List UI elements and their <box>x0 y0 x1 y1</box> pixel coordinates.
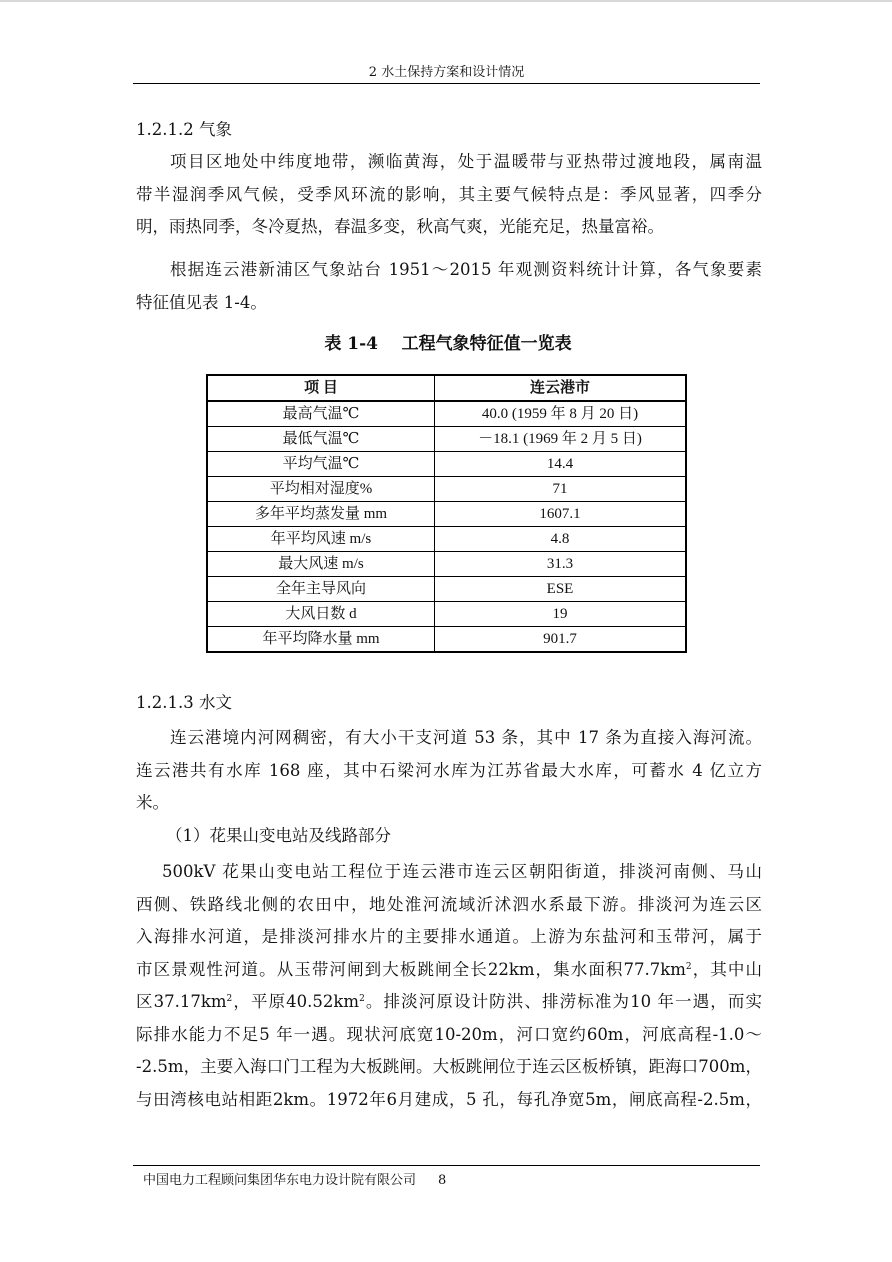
footer-rule <box>133 1165 760 1166</box>
table-row <box>207 502 686 527</box>
text-span: ，平原40.52km <box>232 992 360 1011</box>
row-label: 年平均风速 m/s <box>207 527 435 552</box>
table-row <box>207 401 686 427</box>
text-line: 500kV 花果山变电站工程位于连云港市连云区朝阳街道，排淡河南侧、马山 <box>162 862 762 881</box>
row-label: 最高气温℃ <box>207 401 435 427</box>
text-line: 际排水能力不足5 年一遇。现状河底宽10-20m，河口宽约60m，河底高程-1.0～ <box>136 1024 762 1044</box>
superscript: 2 <box>359 994 365 1004</box>
row-label: 最低气温℃ <box>207 427 435 452</box>
table-row <box>207 577 686 602</box>
row-value: 19 <box>435 602 687 627</box>
running-header: 2 水土保持方案和设计情况 <box>368 65 525 80</box>
table-row <box>207 602 686 627</box>
table-row <box>207 552 686 577</box>
hydrology-paragraph-1 <box>136 722 762 820</box>
superscript: 2 <box>226 994 233 1004</box>
text-line: 特征值见表 1-4。 <box>136 292 267 312</box>
text-line: 入海排水河道，是排淡河排水片的主要排水通道。上游为东盐河和玉带河，属于 <box>136 927 762 946</box>
table-row <box>207 477 686 502</box>
column-header-city: 连云港市 <box>435 375 687 401</box>
text-line <box>136 954 762 987</box>
row-label: 平均气温℃ <box>207 452 435 477</box>
superscript: 2 <box>685 961 692 972</box>
row-label: 多年平均蒸发量 mm <box>207 502 435 527</box>
climate-table <box>206 374 687 653</box>
hydrology-paragraph-2 <box>136 856 762 1116</box>
text-line: 与田湾核电站相距2km。1972年6月建成，5 孔，每孔净宽5m，闸底高程-2.5m， <box>136 1089 762 1109</box>
header-rule <box>133 83 760 84</box>
row-label: 大风日数 d <box>207 602 435 627</box>
footer-organization: 中国电力工程顾问集团华东电力设计院有限公司 <box>143 1173 417 1188</box>
row-label: 全年主导风向 <box>207 577 435 602</box>
page-number: 8 <box>438 1173 447 1188</box>
row-label: 平均相对湿度% <box>207 477 435 502</box>
weather-paragraph-2 <box>136 254 762 319</box>
weather-paragraph-1 <box>136 146 762 244</box>
row-value: 40.0 (1959 年 8 月 20 日) <box>435 401 687 427</box>
text-line: 西侧、铁路线北侧的农田中，地处淮河流域沂沭泗水系最下游。排淡河为连云区 <box>136 894 762 914</box>
section-heading-weather: 1.2.1.2 气象 <box>136 120 232 139</box>
row-value: ESE <box>435 577 687 602</box>
text-line: 项目区地处中纬度地带，濒临黄海，处于温暖带与亚热带过渡地段，属南温 <box>170 152 762 171</box>
table-header-row <box>207 375 686 401</box>
row-value: －18.1 (1969 年 2 月 5 日) <box>435 427 687 452</box>
text-span: 市区景观性河道。从玉带河闸到大板跳闸全长22km，集水面积77.7km <box>136 959 686 979</box>
text-line: 米。 <box>136 793 169 812</box>
table-row <box>207 527 686 552</box>
text-line: -2.5m，主要入海口门工程为大板跳闸。大板跳闸位于连云区板桥镇，距海口700m， <box>136 1057 762 1076</box>
text-span: ，其中山 <box>691 959 763 979</box>
text-line: 明，雨热同季，冬冷夏热，春温多变，秋高气爽，光能充足，热量富裕。 <box>136 217 664 236</box>
table-row <box>207 427 686 452</box>
row-value: 901.7 <box>435 627 687 653</box>
row-value: 31.3 <box>435 552 687 577</box>
row-value: 14.4 <box>435 452 687 477</box>
row-label: 最大风速 m/s <box>207 552 435 577</box>
row-value: 4.8 <box>435 527 687 552</box>
text-line: 根据连云港新浦区气象站台 1951～2015 年观测资料统计计算，各气象要素 <box>170 260 762 279</box>
text-line: 连云港共有水库 168 座，其中石梁河水库为江苏省最大水库，可蓄水 4 亿立方 <box>136 760 762 780</box>
table-row <box>207 627 686 653</box>
page-top-border <box>0 0 892 2</box>
text-line: 连云港境内河网稠密，有大小干支河道 53 条，其中 17 条为直接入海河流。 <box>170 728 762 747</box>
row-value: 1607.1 <box>435 502 687 527</box>
section-heading-hydrology: 1.2.1.3 水文 <box>136 693 232 712</box>
page-footer <box>143 1172 446 1190</box>
text-span: 。排淡河原设计防洪、排涝标准为10 年一遇，而实 <box>364 992 762 1011</box>
sub-heading-huaguoshan: （1）花果山变电站及线路部分 <box>166 826 391 845</box>
text-line <box>136 986 762 1019</box>
table-row <box>207 452 686 477</box>
table-caption: 表 1-4 工程气象特征值一览表 <box>324 334 572 354</box>
row-label: 年平均降水量 mm <box>207 627 435 653</box>
row-value: 71 <box>435 477 687 502</box>
column-header-item: 项 目 <box>207 375 435 401</box>
text-span: 区37.17km <box>136 992 227 1011</box>
text-line: 带半湿润季风气候，受季风环流的影响，其主要气候特点是：季风显著，四季分 <box>136 184 762 204</box>
